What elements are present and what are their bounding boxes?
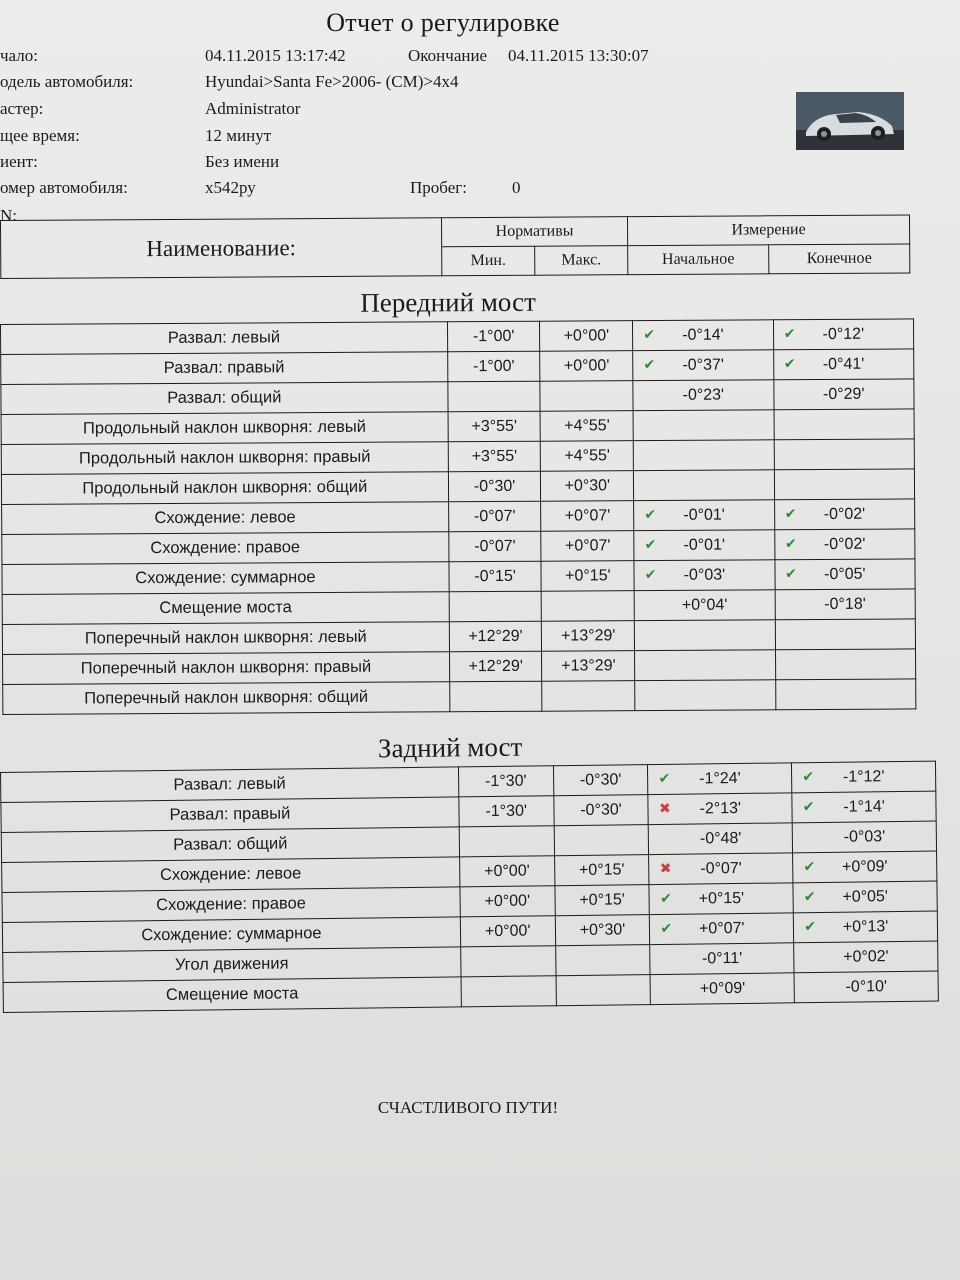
cross-icon: ✖ bbox=[659, 859, 672, 876]
measurement-final bbox=[793, 881, 937, 913]
parameter-name: Схождение: правое bbox=[2, 532, 449, 565]
final-header: Конечное bbox=[769, 244, 910, 274]
parameter-name: Схождение: правое bbox=[2, 887, 460, 923]
parameter-name: Развал: левый bbox=[1, 767, 459, 803]
measurement-value: -0°11' bbox=[701, 949, 743, 967]
measurement-final bbox=[774, 499, 915, 530]
norm-min: +0°00' bbox=[460, 886, 555, 917]
norm-max bbox=[555, 945, 650, 976]
measurement-value: +0°15' bbox=[698, 889, 745, 907]
measurement-final bbox=[793, 851, 937, 883]
parameter-name: Поперечный наклон шкворня: правый bbox=[3, 652, 450, 685]
measurement-initial bbox=[633, 350, 774, 381]
measurement-value: -0°01' bbox=[683, 506, 725, 524]
measurement-value: +0°09' bbox=[841, 857, 888, 876]
norm-max: +0°07' bbox=[541, 501, 634, 532]
measurement-initial bbox=[633, 440, 774, 471]
parameter-name: Развал: общий bbox=[1, 382, 448, 415]
measurement-value: -0°07' bbox=[700, 859, 742, 877]
norm-max bbox=[556, 975, 651, 1006]
parameter-name: Продольный наклон шкворня: левый bbox=[1, 412, 448, 445]
norm-max: +0°15' bbox=[541, 561, 634, 592]
measurement-value: -0°37' bbox=[682, 356, 724, 374]
checkmark-icon: ✔ bbox=[784, 535, 797, 552]
master-label: астер: bbox=[0, 99, 44, 118]
norm-min bbox=[461, 976, 556, 1007]
measurement-value: -0°48' bbox=[699, 829, 742, 847]
measurement-value: +0°07' bbox=[698, 919, 745, 937]
measurement-value: -0°41' bbox=[822, 355, 865, 373]
norm-max: +13°29' bbox=[542, 621, 635, 652]
client-value: Без имени bbox=[205, 152, 280, 171]
measurement-initial bbox=[649, 883, 793, 915]
vin-label: N: bbox=[0, 206, 17, 225]
measurement-value: -1°12' bbox=[842, 767, 885, 786]
checkmark-icon: ✔ bbox=[643, 355, 656, 373]
measurement-initial bbox=[633, 410, 774, 441]
measurement-final bbox=[773, 349, 914, 380]
measurement-final bbox=[775, 649, 916, 680]
measurement-value: -2°13' bbox=[699, 799, 742, 817]
time-label: щее время: bbox=[0, 126, 80, 145]
norm-max: +0°30' bbox=[555, 915, 650, 946]
car-image-icon bbox=[796, 92, 904, 150]
measurement-initial bbox=[650, 973, 794, 1005]
norm-min: +0°00' bbox=[460, 916, 555, 947]
column-header-table bbox=[0, 214, 910, 279]
checkmark-icon: ✔ bbox=[660, 919, 673, 936]
measurement-value: -0°03' bbox=[843, 827, 886, 846]
norm-max: +4°55' bbox=[541, 411, 634, 442]
measurement-final bbox=[792, 791, 936, 823]
measurement-final bbox=[775, 619, 916, 650]
checkmark-icon: ✔ bbox=[644, 505, 657, 523]
measurement-initial bbox=[649, 823, 793, 855]
parameter-name: Схождение: суммарное bbox=[2, 917, 460, 953]
measurement-header: Измерение bbox=[627, 215, 909, 246]
norms-header: Нормативы bbox=[441, 217, 627, 247]
measurement-initial bbox=[634, 530, 775, 561]
measurement-final bbox=[792, 821, 936, 853]
footer-greeting: СЧАСТЛИВОГО ПУТИ! bbox=[377, 1098, 559, 1117]
norm-min: +12°29' bbox=[449, 651, 542, 682]
column-name-header: Наименование: bbox=[1, 218, 442, 279]
measurement-initial bbox=[634, 560, 775, 591]
measurement-initial bbox=[633, 320, 774, 351]
cross-icon: ✖ bbox=[658, 799, 671, 816]
norm-min: +0°00' bbox=[459, 856, 554, 887]
parameter-name: Схождение: левое bbox=[2, 857, 460, 893]
norm-min: -1°00' bbox=[447, 351, 540, 382]
measurement-final bbox=[794, 941, 938, 973]
norm-min bbox=[460, 946, 555, 977]
measurement-initial bbox=[635, 680, 776, 711]
norm-min: +3°55' bbox=[448, 441, 541, 472]
plate-value: х542ру bbox=[205, 178, 256, 197]
measurement-value: -0°12' bbox=[822, 325, 865, 343]
parameter-name: Смещение моста bbox=[3, 977, 461, 1013]
measurement-initial bbox=[633, 380, 774, 411]
norm-max: +13°29' bbox=[542, 651, 635, 682]
measurement-final bbox=[775, 589, 916, 620]
measurement-final bbox=[774, 409, 915, 440]
norm-max: +0°07' bbox=[541, 531, 634, 562]
measurement-final bbox=[774, 439, 915, 470]
rear-axle-table bbox=[0, 761, 939, 1013]
measurement-value: -1°24' bbox=[699, 769, 741, 787]
measurement-initial bbox=[648, 793, 792, 825]
norm-min: +12°29' bbox=[449, 621, 542, 652]
parameter-name: Поперечный наклон шкворня: левый bbox=[2, 622, 449, 655]
checkmark-icon: ✔ bbox=[644, 565, 657, 583]
start-label: чало: bbox=[0, 46, 38, 65]
measurement-value: -0°02' bbox=[823, 505, 866, 523]
checkmark-icon: ✔ bbox=[643, 325, 656, 343]
measurement-value: -0°14' bbox=[682, 326, 724, 344]
norm-min bbox=[449, 591, 542, 622]
norm-max: -0°30' bbox=[553, 765, 648, 796]
measurement-value: -0°18' bbox=[824, 595, 866, 613]
measurement-value: -0°03' bbox=[683, 566, 726, 584]
parameter-name: Продольный наклон шкворня: правый bbox=[1, 442, 448, 475]
measurement-final bbox=[794, 971, 938, 1003]
parameter-name: Развал: общий bbox=[1, 827, 459, 863]
measurement-initial bbox=[648, 763, 792, 795]
measurement-value: +0°13' bbox=[842, 917, 889, 936]
start-value: 04.11.2015 13:17:42 bbox=[205, 46, 346, 65]
measurement-value: -0°10' bbox=[845, 977, 888, 996]
measurement-initial bbox=[634, 500, 775, 531]
norm-min: -0°07' bbox=[448, 531, 541, 562]
measurement-final bbox=[792, 761, 936, 793]
norm-min bbox=[449, 681, 542, 712]
parameter-name: Развал: правый bbox=[1, 352, 448, 385]
norm-min: -0°07' bbox=[448, 501, 541, 532]
checkmark-icon: ✔ bbox=[784, 505, 797, 522]
measurement-initial bbox=[634, 470, 775, 501]
measurement-final bbox=[793, 911, 937, 943]
car-photo bbox=[796, 92, 904, 150]
measurement-value: -0°23' bbox=[682, 386, 725, 404]
checkmark-icon: ✔ bbox=[803, 858, 816, 875]
norm-max: +0°15' bbox=[555, 885, 650, 916]
checkmark-icon: ✔ bbox=[803, 888, 816, 905]
measurement-final bbox=[775, 559, 916, 590]
model-label: одель автомобиля: bbox=[0, 72, 134, 91]
checkmark-icon: ✔ bbox=[783, 355, 796, 372]
plate-label: омер автомобиля: bbox=[0, 178, 128, 197]
master-value: Administrator bbox=[205, 99, 301, 118]
measurement-value: -0°02' bbox=[823, 535, 866, 553]
checkmark-icon: ✔ bbox=[783, 325, 796, 342]
front-axle-title: Передний мост bbox=[360, 286, 536, 318]
measurement-final bbox=[773, 319, 914, 350]
mileage-label: Пробег: bbox=[410, 178, 467, 197]
norm-min bbox=[448, 381, 541, 412]
min-header: Мин. bbox=[442, 246, 535, 276]
parameter-name: Смещение моста bbox=[2, 592, 449, 625]
checkmark-icon: ✔ bbox=[785, 565, 797, 582]
measurement-initial bbox=[635, 650, 776, 681]
norm-max: +0°30' bbox=[541, 471, 634, 502]
parameter-name: Развал: правый bbox=[1, 797, 459, 833]
norm-min: -0°30' bbox=[448, 471, 541, 502]
checkmark-icon: ✔ bbox=[644, 535, 657, 553]
client-label: иент: bbox=[0, 152, 38, 171]
norm-min bbox=[459, 826, 554, 857]
norm-min: -1°00' bbox=[447, 321, 540, 352]
measurement-value: -0°01' bbox=[683, 536, 726, 554]
table-row bbox=[3, 679, 916, 715]
initial-header: Начальное bbox=[628, 245, 769, 275]
checkmark-icon: ✔ bbox=[659, 889, 672, 906]
parameter-name: Схождение: левое bbox=[2, 502, 449, 535]
report-title: Отчет о регулировке bbox=[326, 8, 560, 37]
measurement-value: +0°09' bbox=[699, 979, 746, 997]
measurement-initial bbox=[650, 913, 794, 945]
measurement-initial bbox=[649, 853, 793, 885]
measurement-final bbox=[775, 679, 916, 710]
measurement-value: +0°05' bbox=[842, 887, 889, 906]
end-label: Окончание bbox=[408, 46, 488, 65]
norm-max bbox=[554, 825, 649, 856]
norm-max bbox=[540, 381, 633, 412]
norm-max: +0°00' bbox=[540, 321, 633, 352]
norm-min: -0°15' bbox=[449, 561, 542, 592]
measurement-value: -0°29' bbox=[822, 385, 865, 403]
measurement-initial bbox=[650, 943, 794, 975]
norm-max: +0°00' bbox=[540, 351, 633, 382]
front-axle-table bbox=[0, 318, 916, 715]
norm-max: -0°30' bbox=[553, 795, 648, 826]
parameter-name: Схождение: суммарное bbox=[2, 562, 449, 595]
max-header: Макс. bbox=[535, 246, 628, 276]
norm-max bbox=[542, 591, 635, 622]
measurement-final bbox=[773, 379, 914, 410]
parameter-name: Продольный наклон шкворня: общий bbox=[1, 472, 448, 505]
measurement-value: +0°04' bbox=[681, 596, 728, 614]
norm-max bbox=[542, 681, 635, 712]
checkmark-icon: ✔ bbox=[802, 798, 815, 815]
norm-max: +0°15' bbox=[554, 855, 649, 886]
parameter-name: Развал: левый bbox=[1, 322, 448, 355]
mileage-value: 0 bbox=[512, 178, 521, 197]
measurement-final bbox=[774, 529, 915, 560]
model-value: Hyundai>Santa Fe>2006- (CM)>4x4 bbox=[205, 72, 459, 91]
parameter-name: Поперечный наклон шкворня: общий bbox=[3, 682, 450, 715]
measurement-value: +0°02' bbox=[843, 947, 889, 966]
measurement-value: -1°14' bbox=[843, 797, 885, 816]
checkmark-icon: ✔ bbox=[658, 769, 671, 786]
checkmark-icon: ✔ bbox=[804, 918, 816, 935]
norm-min: -1°30' bbox=[459, 796, 554, 827]
measurement-initial bbox=[634, 590, 775, 621]
norm-min: +3°55' bbox=[448, 411, 541, 442]
parameter-name: Угол движения bbox=[3, 947, 461, 983]
measurement-initial bbox=[635, 620, 776, 651]
checkmark-icon: ✔ bbox=[802, 768, 815, 785]
time-value: 12 минут bbox=[205, 126, 272, 145]
measurement-final bbox=[774, 469, 915, 500]
measurement-value: -0°05' bbox=[824, 565, 866, 583]
rear-axle-title: Задний мост bbox=[377, 731, 523, 764]
end-value: 04.11.2015 13:30:07 bbox=[508, 46, 649, 65]
norm-max: +4°55' bbox=[541, 441, 634, 472]
norm-min: -1°30' bbox=[458, 766, 553, 797]
